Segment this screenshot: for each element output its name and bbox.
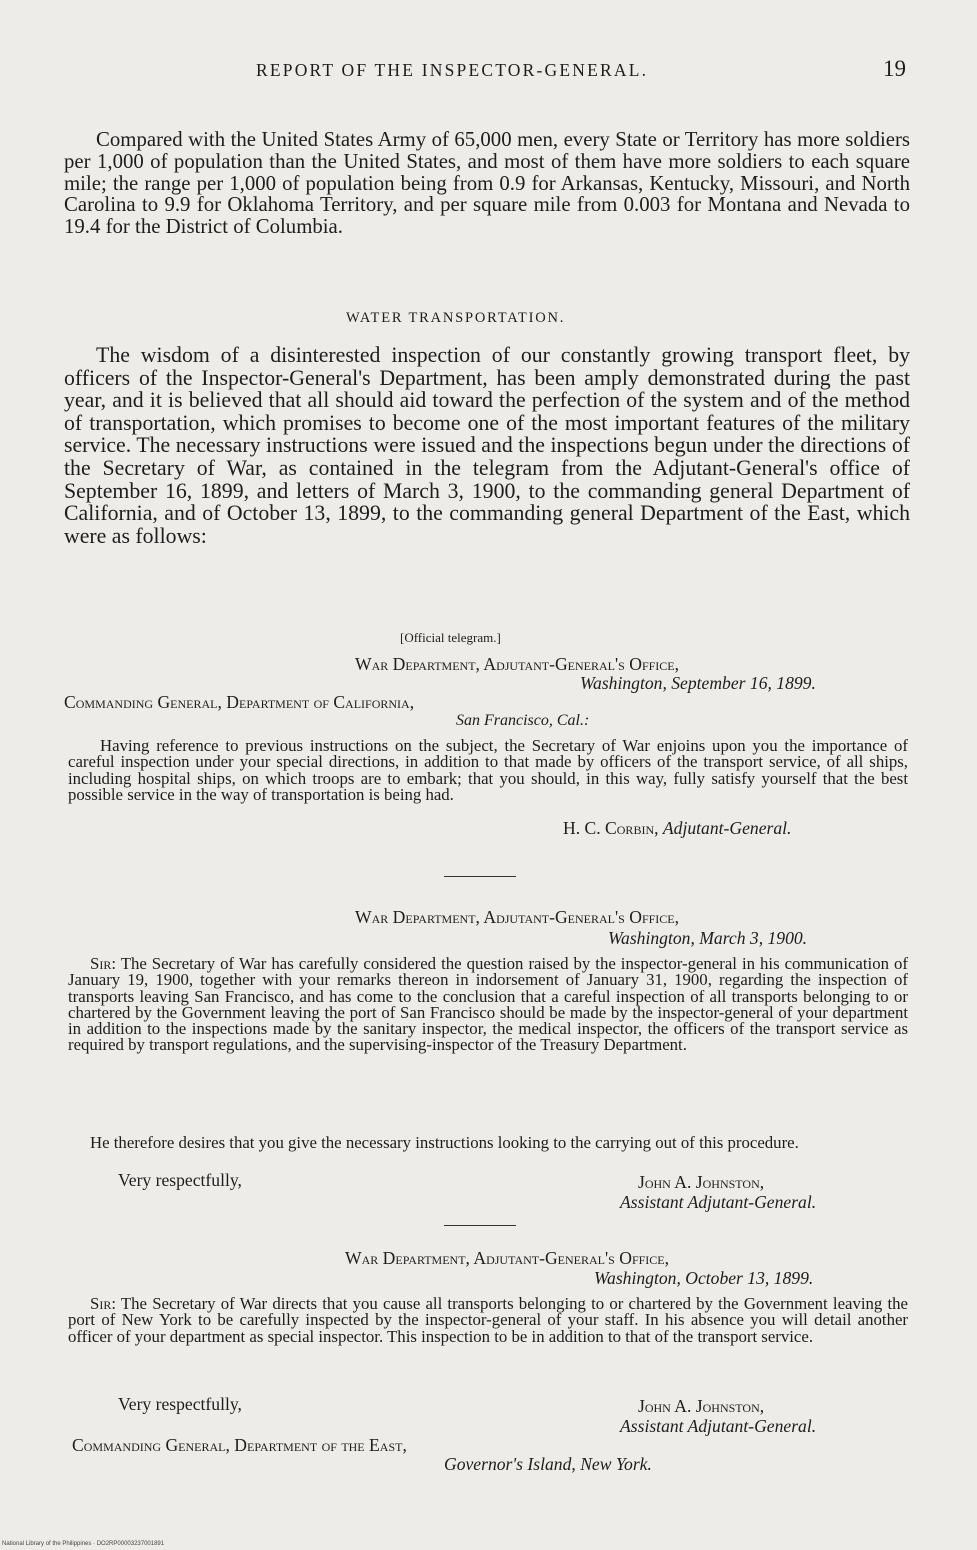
letter2-salutation: Sir:: [90, 1294, 116, 1313]
letter1-office: War Department, Adjutant-General's Office,: [355, 907, 680, 927]
letter1-body-text: The Secretary of War has carefully considered the question raised by the inspector-general in his communication of January 19, 1900, together with your remarks thereon in indorsement of January 31, 1900, regarding the inspection of transports leaving San Francisco, and has come to the conclusion that a careful inspection of all transports belonging to or chartered by the Government leaving the port of San Francisco should be made by the inspector-general of your department in addition to the inspections made by the sanitary inspector, the medical inspector, the officers of the transport service as required by transport regulations, and the supervising-inspector of the Treasury Department.: [68, 954, 908, 1055]
letter1-body: [68, 956, 908, 1054]
letter2-to-place: Governor's Island, New York.: [444, 1454, 652, 1474]
letter1-signature-name: John A. Johnston,: [638, 1172, 765, 1192]
letter2-body: [68, 1296, 908, 1345]
telegram-signature-name: H. C. Corbin,: [563, 818, 659, 838]
letter2-body-text: The Secretary of War directs that you cause all transports belonging to or chartered by the Government leaving the port of New York to be carefully inspected by the inspector-general of your staff. In his absence you will detail another officer of your department as special inspector. This inspection to be in addition to that of the transport service.: [68, 1294, 908, 1346]
letter1-salutation: Sir:: [90, 954, 116, 973]
letter2-to-line: Commanding General, Department of the East,: [72, 1435, 407, 1455]
letter2-place-date: Washington, October 13, 1899.: [594, 1268, 814, 1288]
letter2-signature-title: Assistant Adjutant-General.: [620, 1416, 817, 1436]
letter2-signature-name: John A. Johnston,: [638, 1396, 765, 1416]
telegram-to-line: Commanding General, Department of California,: [64, 692, 415, 712]
section-heading: WATER TRANSPORTATION.: [346, 310, 566, 326]
telegram-signature-title: Adjutant-General.: [662, 818, 792, 838]
telegram-label: [Official telegram.]: [400, 630, 501, 645]
telegram-from-office: War Department, Adjutant-General's Office,: [355, 654, 680, 674]
letter1-body2: He therefore desires that you give the necessary instructions looking to the carrying out of this procedure.: [90, 1133, 799, 1152]
telegram-to-place: San Francisco, Cal.:: [456, 712, 590, 729]
page-number: 19: [883, 56, 906, 81]
letter1-signature-title: Assistant Adjutant-General.: [620, 1192, 817, 1212]
running-title: REPORT OF THE INSPECTOR-GENERAL.: [256, 60, 649, 80]
scan-footer: National Library of the Philippines · DO2RP00003237001891: [2, 1541, 165, 1547]
telegram-place-date: Washington, September 16, 1899.: [580, 673, 816, 693]
letter1-place-date: Washington, March 3, 1900.: [608, 928, 808, 948]
telegram-signature: [563, 818, 791, 839]
telegram-body: Having reference to previous instructions on the subject, the Secretary of War enjoins upon you the importance of careful inspection under your special directions, in addition to that made by officers of the transport service, of all ships, including hospital ships, on which troops are to embark; that you should, in this way, fully satisfy yourself that the best possible service in the way of transportation is being had.: [68, 736, 908, 804]
letter1-closing: Very respectfully,: [118, 1170, 242, 1190]
separator-rule-2: [444, 1225, 516, 1226]
separator-rule-1: [444, 876, 516, 877]
running-header: [0, 56, 977, 90]
letter2-closing: Very respectfully,: [118, 1394, 242, 1414]
section-paragraph: The wisdom of a disinterested inspection of our constantly growing transport fleet, by officers of the Inspector-General's Department, has been amply demonstrated during the past year, and it is believed that all should aid toward the perfection of the system and of the method of transportation, which promises to become one of the most important features of the military service. The necessary instructions were issued and the inspections begun under the directions of the Secretary of War, as contained in the telegram from the Adjutant-General's office of September 16, 1899, and letters of March 3, 1900, to the commanding general Department of California, and of October 13, 1899, to the commanding general Department of the East, which were as follows:: [64, 343, 910, 548]
intro-paragraph: Compared with the United States Army of 65,000 men, every State or Territory has more soldiers per 1,000 of population than the United States, and most of them have more soldiers to each square mile; the range per 1,000 of population being from 0.9 for Arkansas, Kentucky, Missouri, and North Carolina to 9.9 for Oklahoma Territory, and per square mile from 0.003 for Montana and Nevada to 19.4 for the District of Columbia.: [64, 128, 910, 239]
letter2-office: War Department, Adjutant-General's Office,: [345, 1248, 670, 1268]
